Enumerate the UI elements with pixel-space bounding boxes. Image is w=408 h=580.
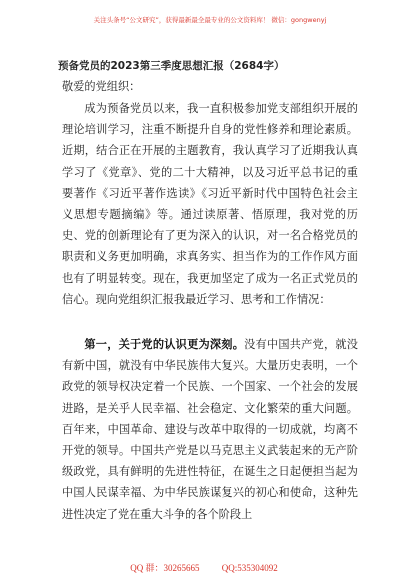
footer-qq-group: QQ 群：30265665 bbox=[130, 563, 200, 573]
paragraph-2-lead: 第一，关于党的认识更为深刻。 bbox=[84, 338, 245, 351]
paragraph-2-body: 没有中国共产党，就没有新中国，就没有中华民族伟大复兴。大量历史表明，一个政党的领导权决定着一个民族、一个国家、一个社会的发展进路，是关乎人民幸福、社会稳定、文化繁荣的重大问题。百年来，中国革命、建设与改革中取得的一切成就，均离不开党的领导。中国共产党是以马克思主义武装起来的无产阶级政党，具有鲜明的先进性特征，在诞生之日起便担当起为中国人民谋幸福、为中华民族谋复兴的初心和使命，这种先进性决定了党在重大斗争的各个阶段上 bbox=[62, 338, 358, 521]
header-promo-text: 关注头条号“公文研究”，获得最新最全最专业的公文资料库！ 微信：gongwenyj bbox=[93, 15, 327, 24]
footer-qq: QQ:535304092 bbox=[221, 563, 278, 573]
document-title: 预备党员的2023第三季度思想汇报（2684字） bbox=[58, 60, 285, 72]
paragraph-1: 成为预备党员以来，我一直积极参加党支部组织开展的理论培训学习，注重不断提升自身的党性修养和理论素质。近期，结合正在开展的主题教育，我认真学习了近期我认真学习了《党章》、党的二十大精神，以及习近平总书记的重要著作《习近平著作选读》《习近平新时代中国特色社会主义思想专题摘编》等。通过读原著、悟原理，我对党的历史、党的创新理论有了更为深入的认识，对一名合格党员的职责和义务更加明确，求真务实、担当作为的工作作风方面也有了明显转变。现在，我更加坚定了成为一名正式党员的信心。现向党组织汇报我最近学习、思考和工作情况： bbox=[62, 102, 358, 306]
paragraph-2 bbox=[62, 334, 358, 525]
header-banner bbox=[54, 4, 366, 34]
footer-contact bbox=[0, 561, 408, 574]
salutation: 敬爱的党组织： bbox=[62, 80, 141, 93]
